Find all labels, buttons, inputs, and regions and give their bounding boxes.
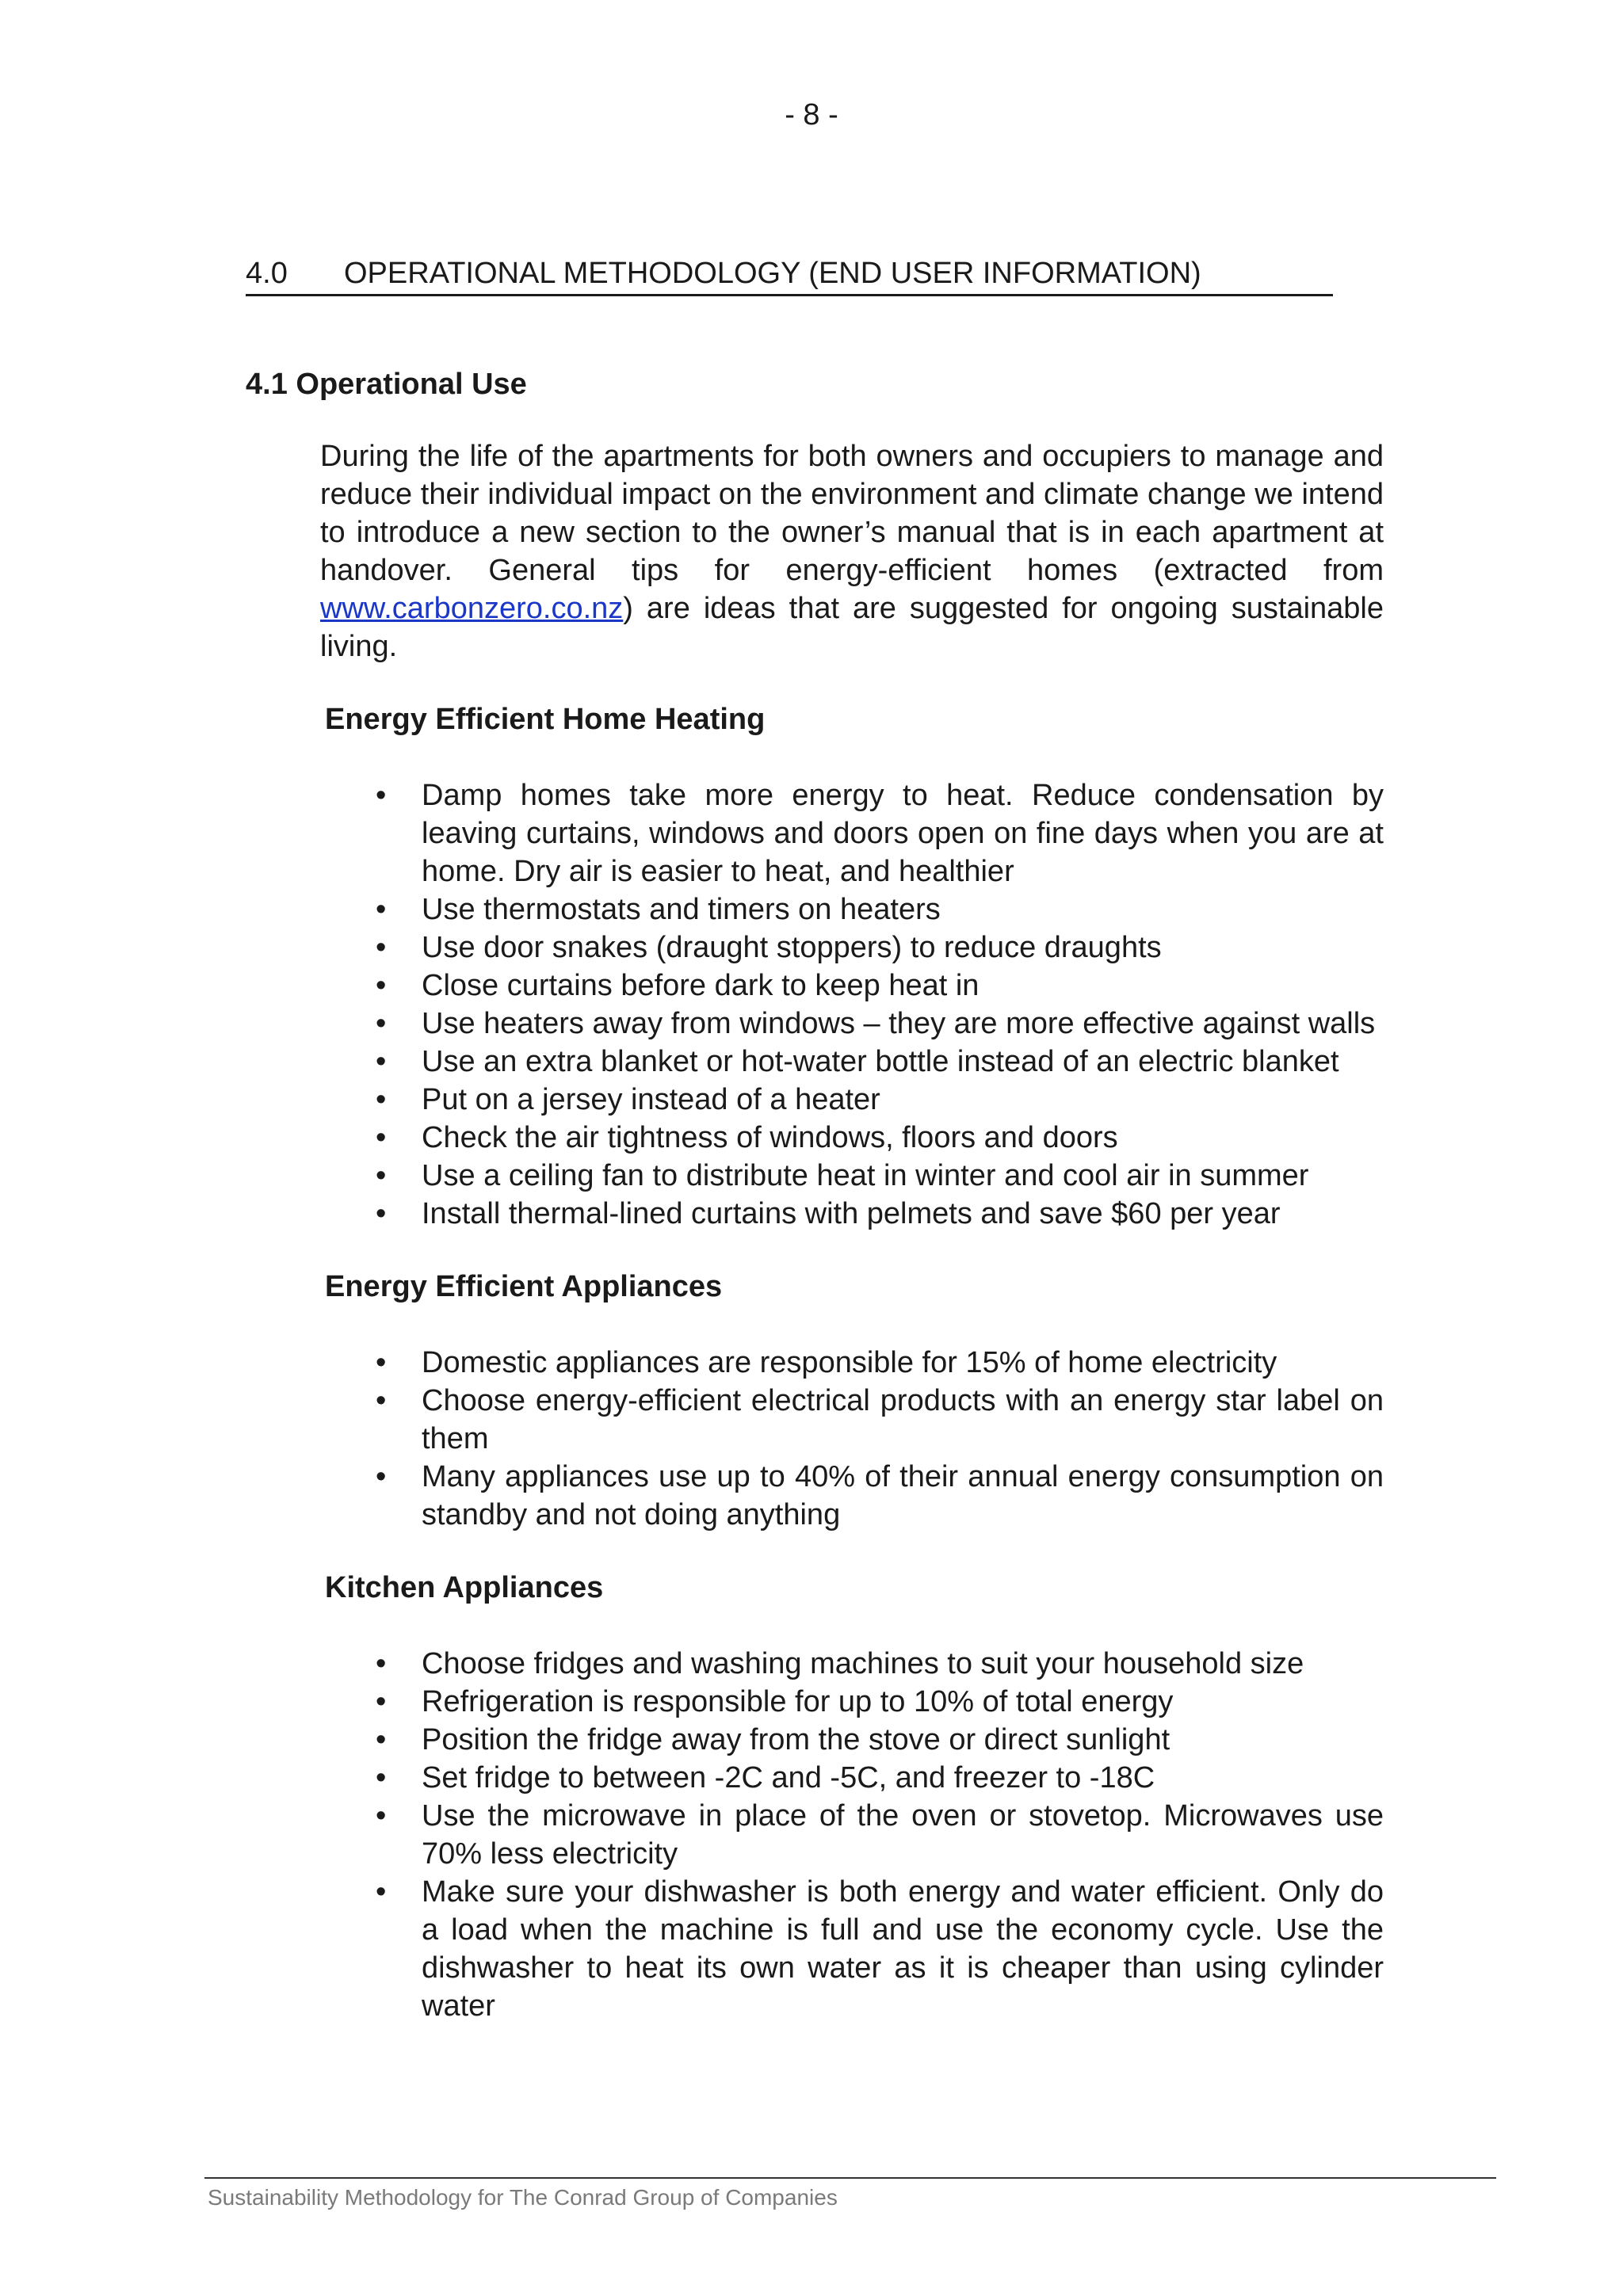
footer-text: Sustainability Methodology for The Conrad Group of Companies xyxy=(208,2185,838,2210)
list-item xyxy=(320,1683,1384,1721)
list-item-text: Use a ceiling fan to distribute heat in winter and cool air in summer xyxy=(422,1159,1309,1192)
bullet-list xyxy=(320,1344,1384,1534)
list-item-text: Use an extra blanket or hot-water bottle instead of an electric blanket xyxy=(422,1045,1339,1078)
list-item-text: Many appliances use up to 40% of their annual energy consumption on standby and not doing anything xyxy=(422,1460,1384,1531)
list-item xyxy=(320,929,1384,967)
intro-paragraph xyxy=(320,437,1384,666)
bullet-list xyxy=(320,1645,1384,2025)
bullet-icon: • xyxy=(376,779,387,812)
bullet-icon: • xyxy=(376,931,387,964)
group-title: Energy Efficient Appliances xyxy=(325,1270,723,1303)
section-number: 4.0 xyxy=(246,257,288,290)
list-item-text: Damp homes take more energy to heat. Reduce condensation by leaving curtains, windows and doors open on fine days when you are at home. Dry air is easier to heat, and healthier xyxy=(422,779,1384,888)
list-item-text: Domestic appliances are responsible for 15% of home electricity xyxy=(422,1346,1277,1379)
bullet-icon: • xyxy=(376,1083,387,1116)
bullet-icon: • xyxy=(376,1121,387,1154)
section-heading xyxy=(246,255,1333,296)
list-item xyxy=(320,1005,1384,1043)
subsection-title: 4.1 Operational Use xyxy=(246,368,527,401)
bullet-list xyxy=(320,776,1384,1233)
carbonzero-link[interactable]: www.carbonzero.co.nz xyxy=(320,592,624,625)
list-item xyxy=(320,1081,1384,1119)
list-item-text: Install thermal-lined curtains with pelmets and save $60 per year xyxy=(422,1197,1281,1230)
bullet-icon: • xyxy=(376,1799,387,1833)
page-number: - 8 - xyxy=(785,98,838,132)
content-body xyxy=(320,437,1384,2025)
list-item-text: Set fridge to between -2C and -5C, and freezer to -18C xyxy=(422,1761,1155,1794)
intro-text-before-link: During the life of the apartments for both owners and occupiers to manage and reduce their individual impact on the environment and climate change we intend to introduce a new section to the owner’s manual that is in each apartment at handover. General tips for energy-efficient homes (extracted from xyxy=(320,440,1384,587)
list-item-text: Check the air tightness of windows, floors and doors xyxy=(422,1121,1118,1154)
list-item-text: Choose fridges and washing machines to suit your household size xyxy=(422,1647,1304,1680)
list-item xyxy=(320,1344,1384,1382)
bullet-icon: • xyxy=(376,1875,387,1909)
bullet-icon: • xyxy=(376,1685,387,1718)
bullet-icon: • xyxy=(376,969,387,1002)
list-item-text: Put on a jersey instead of a heater xyxy=(422,1083,880,1116)
bullet-icon: • xyxy=(376,1647,387,1680)
list-item-text: Use the microwave in place of the oven or stovetop. Microwaves use 70% less electricity xyxy=(422,1799,1384,1871)
bullet-icon: • xyxy=(376,1384,387,1417)
footer-divider xyxy=(204,2177,1496,2179)
list-item xyxy=(320,1195,1384,1233)
bullet-icon: • xyxy=(376,1159,387,1192)
list-item-text: Use thermostats and timers on heaters xyxy=(422,893,941,926)
bullet-icon: • xyxy=(376,1723,387,1756)
list-item-text: Close curtains before dark to keep heat in xyxy=(422,969,980,1002)
tips-groups xyxy=(320,700,1384,2025)
list-item xyxy=(320,776,1384,891)
bullet-icon: • xyxy=(376,1346,387,1379)
list-item-text: Position the fridge away from the stove or direct sunlight xyxy=(422,1723,1170,1756)
list-item xyxy=(320,1458,1384,1534)
intro-text-after-link: ) are ideas that are suggested for ongoing sustainable living. xyxy=(320,592,1384,663)
bullet-icon: • xyxy=(376,1045,387,1078)
list-item xyxy=(320,1721,1384,1759)
list-item xyxy=(320,1119,1384,1157)
list-item xyxy=(320,1873,1384,2025)
list-item-text: Use door snakes (draught stoppers) to reduce draughts xyxy=(422,931,1162,964)
section-title: OPERATIONAL METHODOLOGY (END USER INFORMATION) xyxy=(344,257,1201,290)
list-item xyxy=(320,1645,1384,1683)
list-item xyxy=(320,1797,1384,1873)
list-item-text: Make sure your dishwasher is both energy and water efficient. Only do a load when the machine is full and use the economy cycle. Use the dishwasher to heat its own water as it is cheaper than using cylinder water xyxy=(422,1875,1384,2023)
list-item xyxy=(320,891,1384,929)
list-item-text: Use heaters away from windows – they are more effective against walls xyxy=(422,1007,1376,1040)
bullet-icon: • xyxy=(376,1460,387,1493)
bullet-icon: • xyxy=(376,893,387,926)
list-item xyxy=(320,1382,1384,1458)
bullet-icon: • xyxy=(376,1007,387,1040)
list-item xyxy=(320,1157,1384,1195)
group-title: Energy Efficient Home Heating xyxy=(325,703,766,736)
list-item-text: Refrigeration is responsible for up to 10% of total energy xyxy=(422,1685,1174,1718)
list-item-text: Choose energy-efficient electrical products with an energy star label on them xyxy=(422,1384,1384,1455)
group-title: Kitchen Appliances xyxy=(325,1571,604,1604)
list-item xyxy=(320,1043,1384,1081)
list-item xyxy=(320,967,1384,1005)
list-item xyxy=(320,1759,1384,1797)
bullet-icon: • xyxy=(376,1761,387,1794)
bullet-icon: • xyxy=(376,1197,387,1230)
